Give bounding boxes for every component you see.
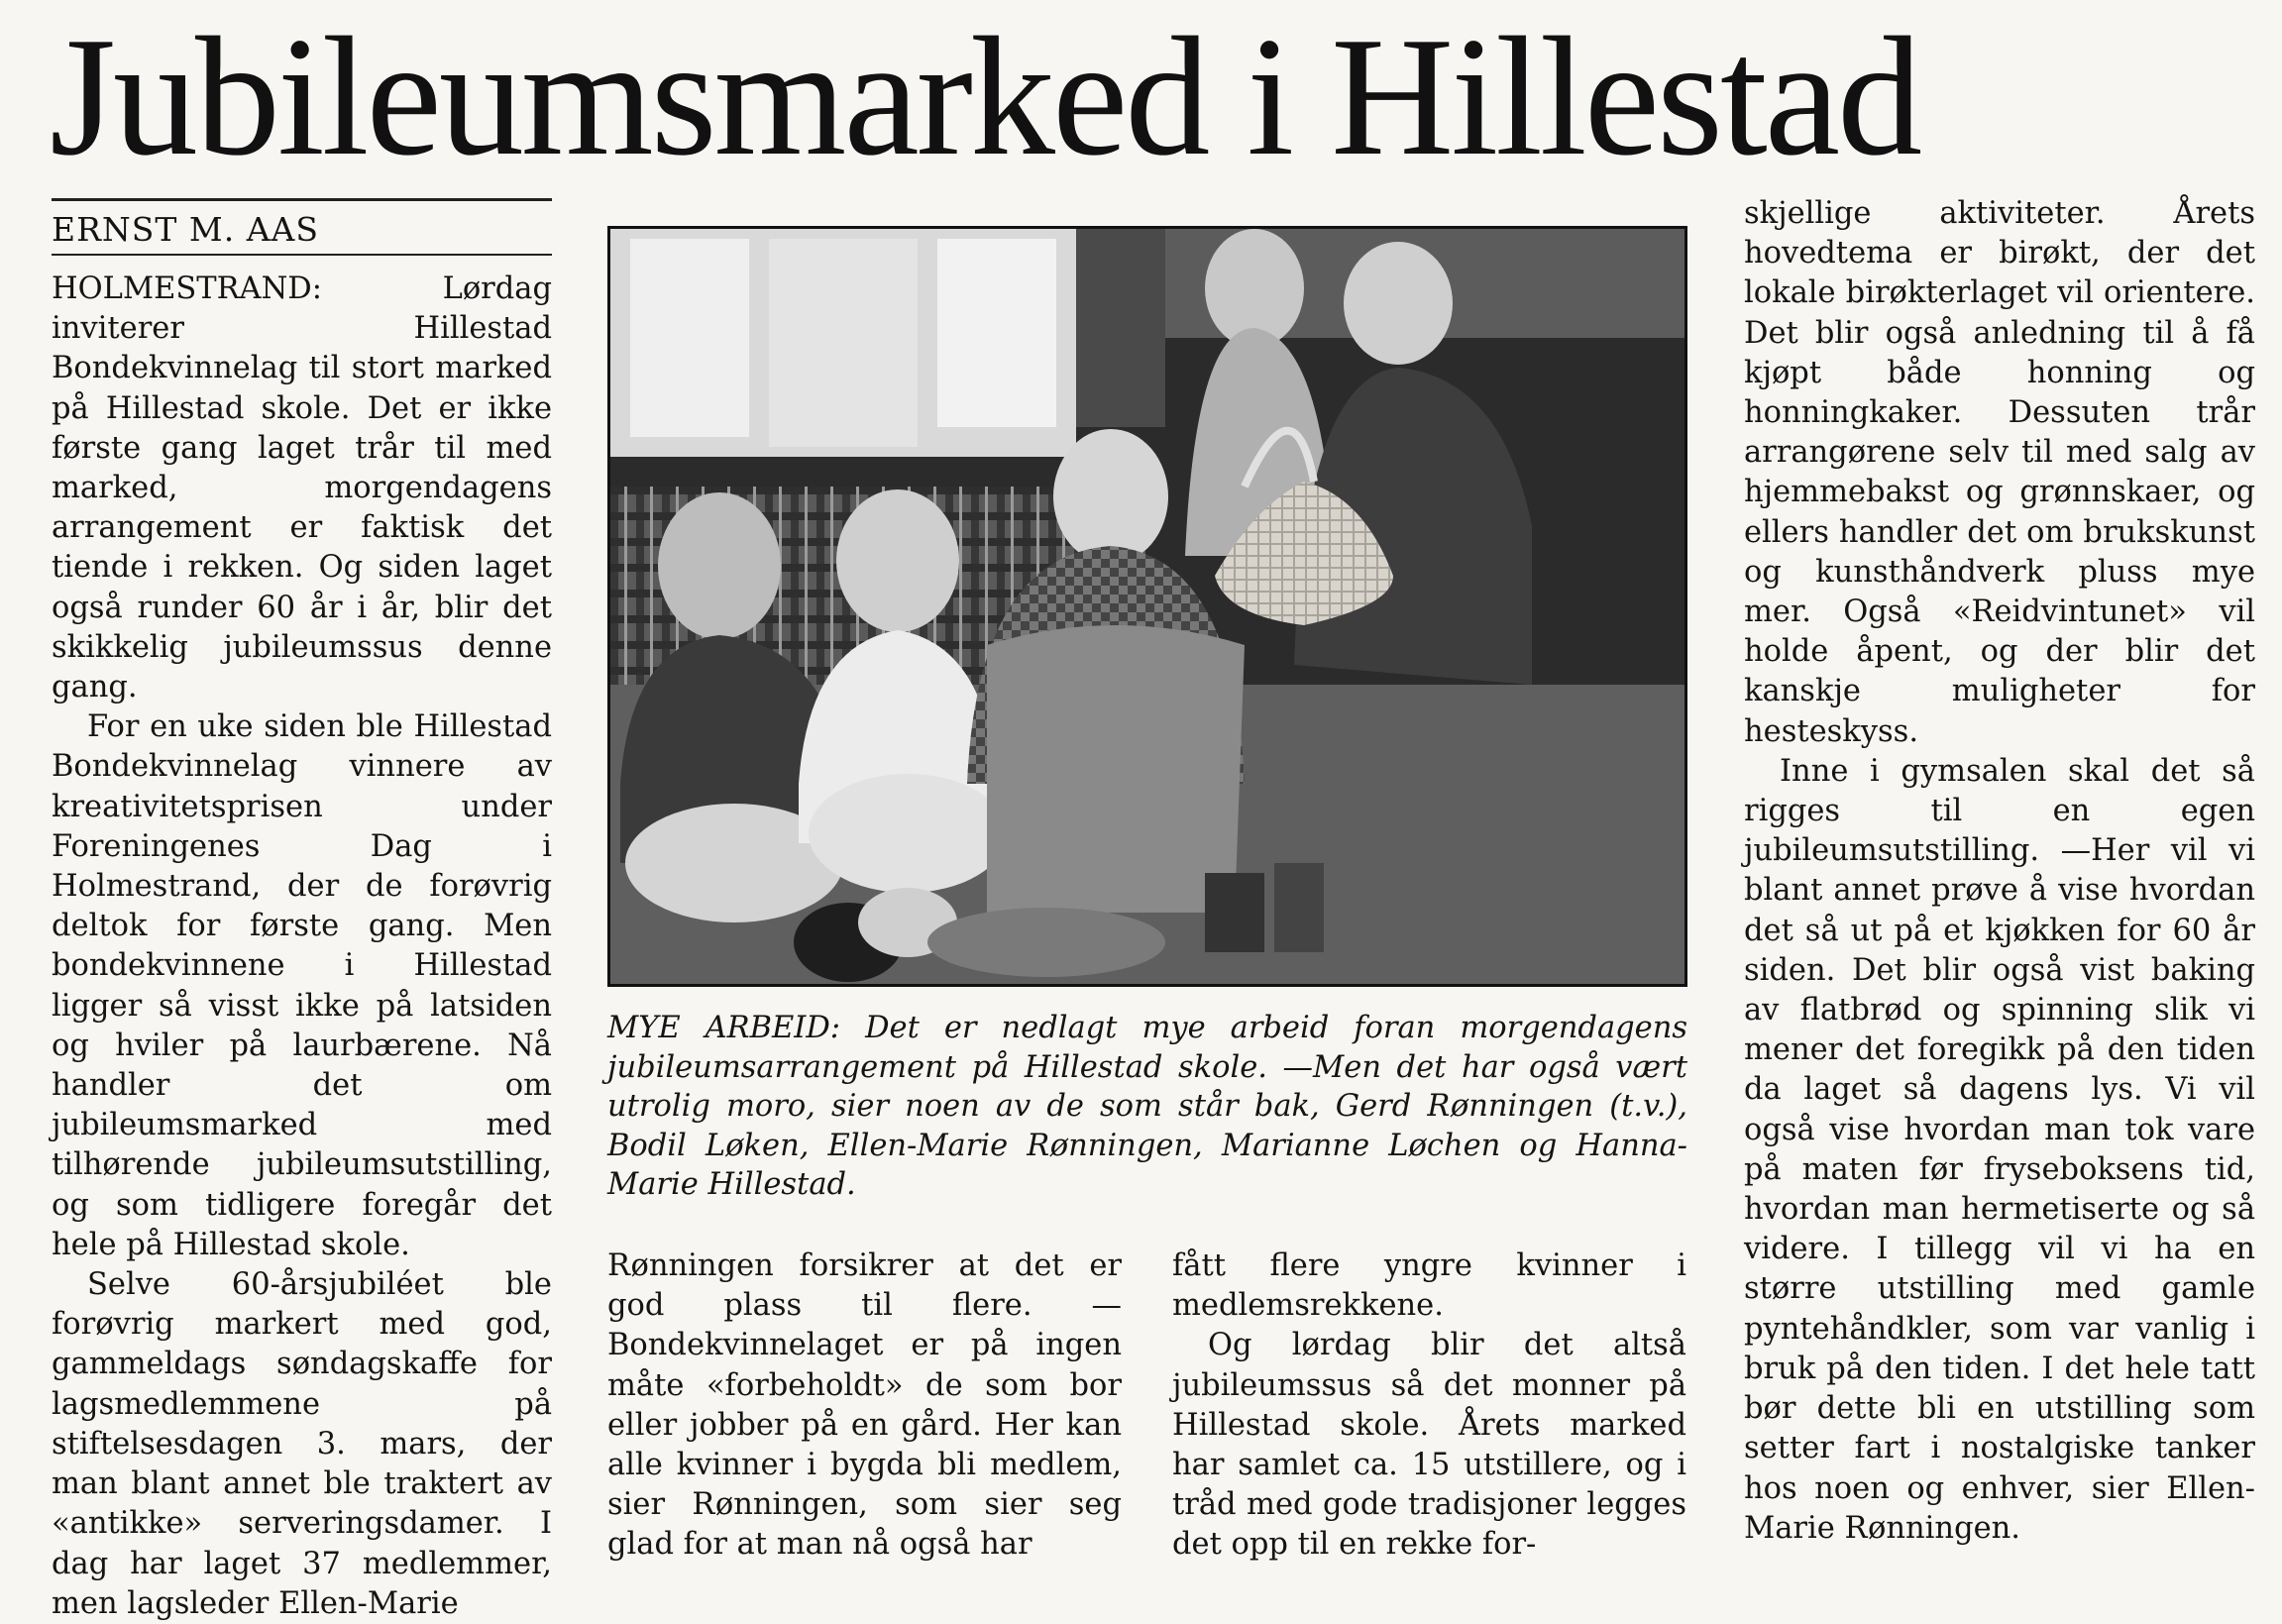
paragraph: HOLMESTRAND: Lørdag inviterer Hillestad Bondekvinnelag til stort marked på Hillestad skole. Det er ikke første gang laget trår til med marked, morgendagens arrangement er faktisk det tiende i rekken. Og siden laget også runder 60 år i år, blir det skikkelig jubileumssus denne gang. [52,271,552,705]
headline: Jubileumsmarked i Hillestad [50,3,1920,191]
article-column-4 [1744,194,2255,1591]
paragraph: Inne i gymsalen skal det så rigges til en egen jubileumsutstilling. —Her vil vi blant annet prøve å vise hvordan det så ut på et kjøkken for 60 år siden. Det blir også vist baking av flatbrød og spinning slik vi mener det foregikk på den tiden da laget så dagens lys. Vi vil også vise hvordan man tok vare på maten før fryseboksens tid, hvordan man hermetiserte og så videre. I tillegg vil vi ha en større utstilling med gamle pyntehåndkler, som var vanlig i bruk på den tiden. I det hele tatt bør dette bli en utstilling som setter fart i nostalgiske tanker hos noen og enhver, sier Ellen-Marie Rønningen. [1744,753,2255,1546]
article-column-1 [52,270,552,1621]
paragraph: Selve 60-årsjubiléet ble forøvrig markert med god, gammeldags søndagskaffe for lagsmedlemmene på stiftelsesdagen 3. mars, der man blant annet ble traktert av «antikke» serveringsdamer. I dag har laget 37 medlemmer, men lagsleder Ellen-Marie [52,1267,552,1621]
article-column-2 [607,1246,1122,1588]
photo-caption: MYE ARBEID: Det er nedlagt mye arbeid foran morgendagens jubileumsarrangement på Hillestad skole. —Men det har også vært utrolig moro, sier noen av de som står bak, Gerd Rønningen (t.v.), Bodil Løken, Ellen-Marie Rønningen, Marianne Løchen og Hanna-Marie Hillestad. [607,1011,1687,1202]
article-column-3 [1172,1246,1686,1588]
paragraph: skjellige aktiviteter. Årets hovedtema er birøkt, der det lokale birøkterlaget vil orientere. Det blir også anledning til å få kjøpt både honning og honningkaker. Dessuten trår arrangørene selv til med salg av hjemmebakst og grønnskaer, og ellers handler det om brukskunst og kunsthåndverk pluss mye mer. Også «Reidvintunet» vil holde åpent, og der blir det kanskje muligheter for hesteskyss. [1744,196,2255,749]
paragraph: Og lørdag blir det altså jubileumssus så det monner på Hillestad skole. Årets marked har samlet ca. 15 utstillere, og i tråd med gode tradisjoner legges det opp til en rekke for- [1172,1328,1686,1563]
photo-five-women-with-basket [607,226,1687,987]
photo-illustration [610,229,1684,984]
byline: ERNST M. AAS [52,210,319,249]
byline-rule-top [52,198,552,201]
byline-rule-bottom [52,254,552,256]
paragraph: For en uke siden ble Hillestad Bondekvinnelag vinnere av kreativitetsprisen under Foreningenes Dag i Holmestrand, der de forøvrig deltok for første gang. Men bondekvinnene i Hillestad ligger så visst ikke på latsiden og hviler på laurbærene. Nå handler det om jubileumsmarked med tilhørende jubileumsutstilling, og som tidligere foregår det hele på Hillestad skole. [52,709,552,1262]
paragraph: fått flere yngre kvinner i medlemsrekkene. [1172,1248,1686,1324]
paragraph: Rønningen forsikrer at det er god plass til flere. —Bondekvinnelaget er på ingen måte «forbeholdt» de som bor eller jobber på en gård. Her kan alle kvinner i bygda bli medlem, sier Rønningen, som sier seg glad for at man nå også har [607,1248,1122,1563]
